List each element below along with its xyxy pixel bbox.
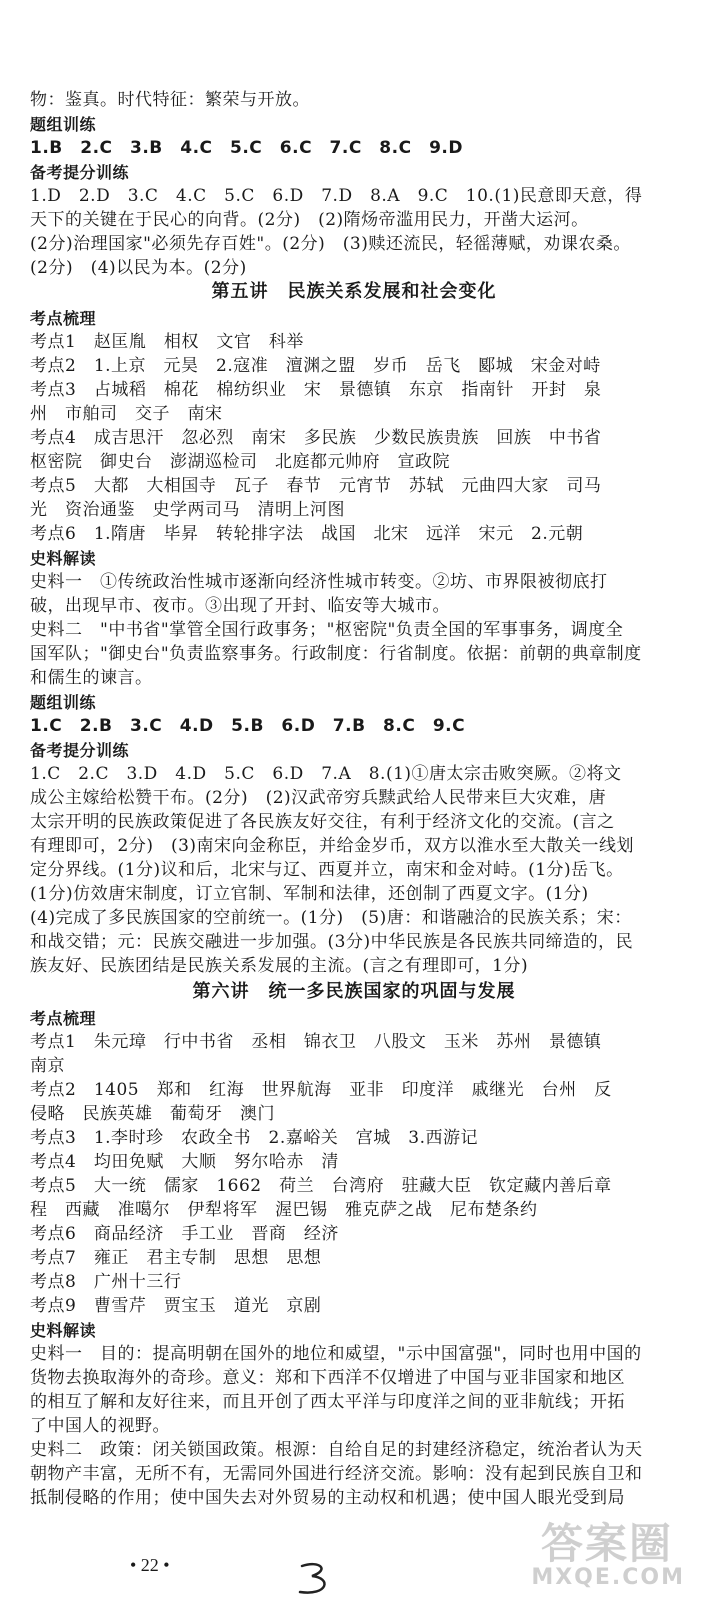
text-line: 史料一 目的：提高明朝在国外的地位和威望，"示中国富强"，同时也用中国的 (30, 1344, 642, 1364)
text-line: 抵制侵略的作用；使中国失去对外贸易的主动权和机遇；使中国人眼光受到局 (30, 1488, 625, 1508)
text-line: 了中国人的视野。 (30, 1416, 170, 1436)
text-line: 考点9 曹雪芹 贾宝玉 道光 京剧 (30, 1296, 322, 1316)
section-heading: 题组训练 (30, 693, 97, 712)
text-line: 程 西藏 准噶尔 伊犁将军 渥巴锡 雅克萨之战 尼布楚条约 (30, 1200, 538, 1220)
text-line: 定分界线。(1分)议和后，北宋与辽、西夏并立，南宋和金对峙。(1分)岳飞。 (30, 860, 624, 880)
page-number: • 22 • (130, 1555, 170, 1575)
watermark-url: MXQE.COM (531, 1565, 685, 1590)
lecture-title: 第五讲 民族关系发展和社会变化 (211, 281, 497, 302)
text-line: 考点4 均田免赋 大顺 努尔哈赤 清 (30, 1152, 339, 1172)
text-line: 朝物产丰富，无所不有，无需同外国进行经济交流。影响：没有起到民族自卫和 (30, 1464, 643, 1484)
text-line: 国军队；"御史台"负责监察事务。行政制度：行省制度。依据：前朝的典章制度 (30, 644, 642, 664)
answer-line: 1.B 2.C 3.B 4.C 5.C 6.C 7.C 8.C 9.D (30, 138, 463, 158)
text-line: 光 资治通鉴 史学两司马 清明上河图 (30, 500, 345, 520)
section-heading: 备考提分训练 (30, 163, 130, 182)
section-heading: 史料解读 (30, 1321, 97, 1340)
text-line: 天下的关键在于民心的向背。(2分) (2)隋炀帝滥用民力，开凿大运河。 (30, 210, 589, 230)
section-heading: 考点梳理 (30, 309, 97, 328)
text-line: (4)完成了多民族国家的空前统一。(1分) (5)唐：和谐融洽的民族关系；宋： (30, 908, 632, 928)
text-line: 和战交错；元：民族交融进一步加强。(3分)中华民族是各民族共同缔造的，民 (30, 932, 634, 952)
watermark-logo-text: 答案圈 (540, 1519, 673, 1568)
text-line: 南京 (30, 1056, 65, 1076)
watermark (533, 1505, 703, 1600)
text-line: 考点1 朱元璋 行中书省 丞相 锦衣卫 八股文 玉米 苏州 景德镇 (30, 1032, 602, 1052)
text-line: 考点7 雍正 君主专制 思想 思想 (30, 1248, 322, 1268)
text-line: 和儒生的谏言。 (30, 668, 153, 688)
text-line: 史料二 政策：闭关锁国政策。根源：自给自足的封建经济稳定，统治者认为天 (30, 1440, 643, 1460)
section-heading: 题组训练 (30, 115, 97, 134)
text-line: 侵略 民族英雄 葡萄牙 澳门 (30, 1104, 275, 1124)
text-line: 考点6 商品经济 手工业 晋商 经济 (30, 1224, 339, 1244)
text-line: 破，出现早市、夜市。③出现了开封、临安等大城市。 (30, 596, 450, 616)
text-line: 太宗开明的民族政策促进了各民族友好交往，有利于经济文化的交流。(言之 (30, 812, 615, 832)
answer-line: 1.D 2.D 3.C 4.C 5.C 6.D 7.D 8.A 9.C 10.(1)民意即天意，得 (30, 186, 643, 206)
text-line: 考点4 成吉思汗 忽必烈 南宋 多民族 少数民族贵族 回族 中书省 (30, 428, 602, 448)
lecture-title: 第六讲 统一多民族国家的巩固与发展 (192, 981, 516, 1002)
text-line: 成公主嫁给松赞干布。(2分) (2)汉武帝穷兵黩武给人民带来巨大灾难，唐 (30, 788, 607, 808)
text-line: 考点2 1405 郑和 红海 世界航海 亚非 印度洋 戚继光 台州 反 (30, 1080, 612, 1100)
text-line: 史料二 "中书省"掌管全国行政事务；"枢密院"负责全国的军事事务，调度全 (30, 620, 624, 640)
text-line: (1分)仿效唐宋制度，订立官制、军制和法律，还创制了西夏文字。(1分) (30, 884, 589, 904)
section-heading: 考点梳理 (30, 1009, 97, 1028)
text-line: (2分) (4)以民为本。(2分) (30, 258, 247, 278)
section-heading: 备考提分训练 (30, 741, 130, 760)
text-line: 考点3 占城稻 棉花 棉纺织业 宋 景德镇 东京 指南针 开封 泉 (30, 380, 602, 400)
answer-line: 1.C 2.C 3.D 4.D 5.C 6.D 7.A 8.(1)①唐太宗击败突厥。②将文 (30, 764, 622, 784)
answer-line: 1.C 2.B 3.C 4.D 5.B 6.D 7.B 8.C 9.C (30, 716, 466, 736)
text-line: 物：鉴真。时代特征：繁荣与开放。 (30, 90, 310, 110)
text-line: 族友好、民族团结是民族关系发展的主流。(言之有理即可，1分) (30, 956, 529, 976)
text-line: 考点3 1.李时珍 农政全书 2.嘉峪关 宫城 3.西游记 (30, 1128, 478, 1148)
text-line: 史料一 ①传统政治性城市逐渐向经济性城市转变。②坊、市界限被彻底打 (30, 572, 608, 592)
text-line: 考点2 1.上京 元昊 2.寇准 澶渊之盟 岁币 岳飞 郾城 宋金对峙 (30, 356, 601, 376)
text-line: 考点1 赵匡胤 相权 文官 科举 (30, 332, 304, 352)
text-line: 考点6 1.隋唐 毕昇 转轮排字法 战国 北宋 远洋 宋元 2.元朝 (30, 524, 584, 544)
text-line: 货物去换取海外的奇珍。意义：郑和下西洋不仅增进了中国与亚非国家和地区 (30, 1368, 625, 1388)
text-line: 有理即可，2分) (3)南宋向金称臣，并给金岁币，双方以淮水至大散关一线划 (30, 836, 635, 856)
text-line: 考点5 大一统 儒家 1662 荷兰 台湾府 驻藏大臣 钦定藏内善后章 (30, 1176, 612, 1196)
text-line: 枢密院 御史台 澎湖巡检司 北庭都元帅府 宣政院 (30, 452, 450, 472)
text-line: 的相互了解和友好往来，而且开创了西太平洋与印度洋之间的亚非航线；开拓 (30, 1392, 625, 1412)
text-line: 考点8 广州十三行 (30, 1272, 182, 1292)
text-line: 州 市舶司 交子 南宋 (30, 404, 223, 424)
handwritten-mark (290, 1560, 340, 1600)
section-heading: 史料解读 (30, 549, 97, 568)
text-line: (2分)治理国家"必须先存百姓"。(2分) (3)赎还流民，轻徭薄赋，劝课农桑。 (30, 234, 631, 254)
text-line: 考点5 大都 大相国寺 瓦子 春节 元宵节 苏轼 元曲四大家 司马 (30, 476, 602, 496)
